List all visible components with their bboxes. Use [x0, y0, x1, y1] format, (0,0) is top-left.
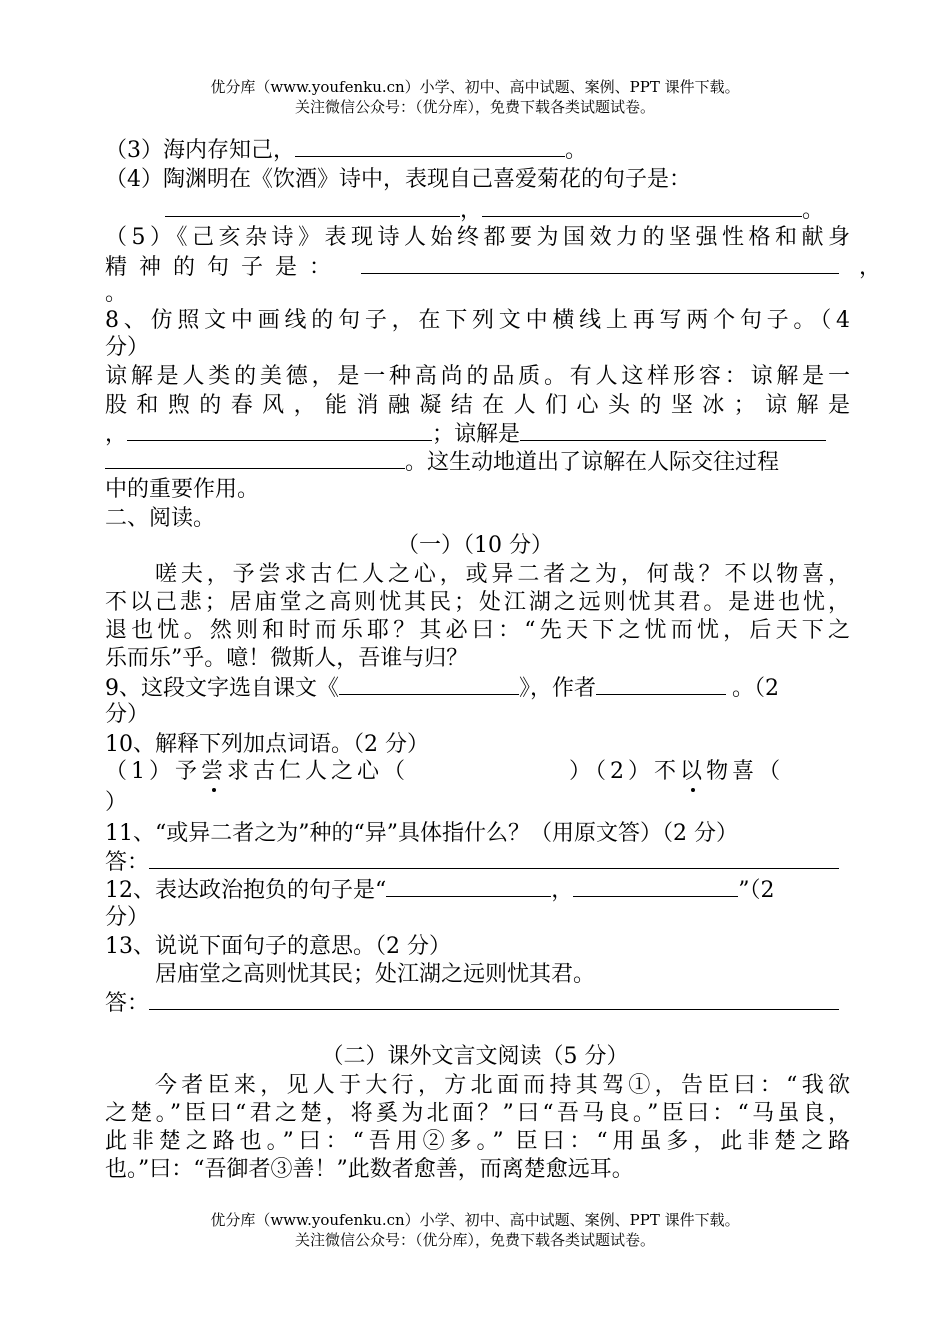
q12-end: ”（2 — [738, 878, 775, 903]
answer-blank[interactable] — [573, 876, 738, 897]
q7-item-5-line-1: （5）《己亥杂诗》表现诗人始终都要为国效力的坚强性格和献身 — [105, 225, 850, 250]
q13-title: 13、说说下面句子的意思。（2 分） — [105, 934, 451, 959]
period: 。 — [802, 198, 825, 223]
comma: ， — [460, 198, 483, 223]
passage-2-line-3: 此非楚之路也。”曰：“吾用②多。” 臣曰：“用虽多，此非楚之路 — [105, 1129, 850, 1154]
comma: ， — [551, 878, 574, 903]
answer-blank[interactable] — [520, 420, 826, 441]
page-header-line-1: 优分库（www.youfenku.cn）小学、初中、高中试题、案例、PPT 课件下载。 — [210, 78, 740, 96]
q9-line-1 — [105, 674, 850, 703]
q7-item-5-line-2 — [105, 253, 882, 282]
q10-close: ） — [105, 790, 128, 815]
dotted-word-2: 以 — [680, 759, 707, 784]
q9-end: 。（2 — [732, 676, 780, 701]
page-footer-line-1: 优分库（www.youfenku.cn）小学、初中、高中试题、案例、PPT 课件下载。 — [210, 1211, 740, 1229]
q7-item-3 — [105, 136, 850, 165]
answer-blank[interactable] — [149, 848, 839, 869]
comma: ， — [859, 255, 882, 280]
dotted-word-1: 尝 — [201, 759, 228, 784]
comma: ， — [105, 422, 128, 447]
q8-text-line-3 — [105, 420, 850, 449]
passage-1-line-1: 嗟夫，予尝求古仁人之心，或异二者之为，何哉？不以物喜， — [155, 562, 850, 587]
q13-sentence: 居庙堂之高则忧其民；处江湖之远则忧其君。 — [155, 962, 596, 987]
part-1-title: （一）（10 分） — [397, 533, 553, 558]
q9-mid: 》，作者 — [519, 676, 597, 701]
answer-blank[interactable] — [339, 674, 519, 695]
q8-text-line-4 — [105, 448, 850, 477]
q8-title-line-1: 8、仿照文中画线的句子，在下列文中横线上再写两个句子。（4 — [105, 308, 850, 333]
q8-text-line-1: 谅解是人类的美德，是一种高尚的品质。有人这样形容：谅解是一 — [105, 364, 850, 389]
answer-blank[interactable] — [165, 196, 460, 217]
section-2-title: 二、阅读。 — [105, 506, 216, 531]
q8-text-line-2: 股和煦的春风，能消融凝结在人们心头的坚冰；谅解是 — [105, 393, 850, 418]
page-footer-line-2: 关注微信公众号：（优分库），免费下载各类试题试卷。 — [294, 1231, 655, 1249]
passage-2-line-2: 之楚。”臣曰“君之楚，将奚为北面？”曰“吾马良。”臣曰：“马虽良， — [105, 1101, 850, 1126]
passage-1-line-2: 不以己悲；居庙堂之高则忧其民；处江湖之远则忧其君。是进也忧， — [105, 590, 850, 615]
q12-line-2: 分） — [105, 905, 150, 930]
q8-text-line-5: 中的重要作用。 — [105, 477, 260, 502]
answer-blank[interactable] — [105, 448, 405, 469]
answer-blank[interactable] — [127, 420, 432, 441]
q9-prefix: 9、这段文字选自课文《 — [105, 676, 339, 701]
part-2-title: （二）课外文言文阅读（5 分） — [321, 1044, 629, 1069]
q13-answer — [105, 989, 850, 1018]
period: 。 — [565, 138, 588, 163]
answer-blank[interactable] — [149, 989, 839, 1010]
q11-title: 11、“或异二者之为”种的“异”具体指什么？（用原文答）（2 分） — [105, 821, 738, 846]
q7-item-4-answers — [105, 196, 850, 225]
answer-label: 答： — [105, 850, 150, 875]
q12-line-1 — [105, 876, 850, 905]
passage-1-line-4: 乐而乐”乎。噫！微斯人，吾谁与归？ — [105, 646, 469, 671]
passage-2-line-4: 也。”曰：“吾御者③善！”此数者愈善，而离楚愈远耳。 — [105, 1157, 634, 1182]
q8-suffix-text: 。这生动地道出了谅解在人际交往过程 — [405, 450, 780, 475]
passage-1-line-3: 退也忧。然则和时而乐耶？其必曰：“先天下之忧而忧，后天下之 — [105, 618, 850, 643]
q10-item-2-a: （2）不 — [595, 759, 681, 784]
answer-blank[interactable] — [482, 196, 802, 217]
q7-item-5-prefix: 精神的句子是： — [105, 255, 344, 280]
answer-label: 答： — [105, 991, 150, 1016]
q7-item-3-text: （3）海内存知己， — [105, 138, 295, 163]
q7-item-4-title: （4）陶渊明在《饮酒》诗中，表现自己喜爱菊花的句子是： — [105, 167, 691, 192]
q9-line-2: 分） — [105, 702, 150, 727]
q10-items — [105, 758, 850, 786]
answer-blank[interactable] — [361, 253, 839, 274]
passage-2-line-1: 今者臣来，见人于大行，方北面而持其驾①，告臣曰：“我欲 — [155, 1073, 850, 1098]
q10-title: 10、解释下列加点词语。（2 分） — [105, 732, 429, 757]
q7-item-5-end: 。 — [105, 281, 128, 306]
q12-prefix: 12、表达政治抱负的句子是“ — [105, 878, 387, 903]
answer-blank[interactable] — [295, 136, 565, 157]
answer-space[interactable] — [409, 758, 569, 778]
q8-title-line-2: 分） — [105, 335, 150, 360]
answer-blank[interactable] — [386, 876, 551, 897]
answer-blank[interactable] — [596, 674, 726, 695]
q11-answer — [105, 848, 850, 877]
q10-item-2-b: 物喜（ — [706, 759, 785, 784]
q10-item-1-b: 求古仁人之心（ — [227, 759, 410, 784]
q10-item-1-a: （1）予 — [105, 759, 201, 784]
close-paren: ） — [569, 759, 596, 784]
page-header-line-2: 关注微信公众号：（优分库），免费下载各类试题试卷。 — [294, 98, 655, 116]
q8-mid-text: ；谅解是 — [432, 422, 521, 447]
